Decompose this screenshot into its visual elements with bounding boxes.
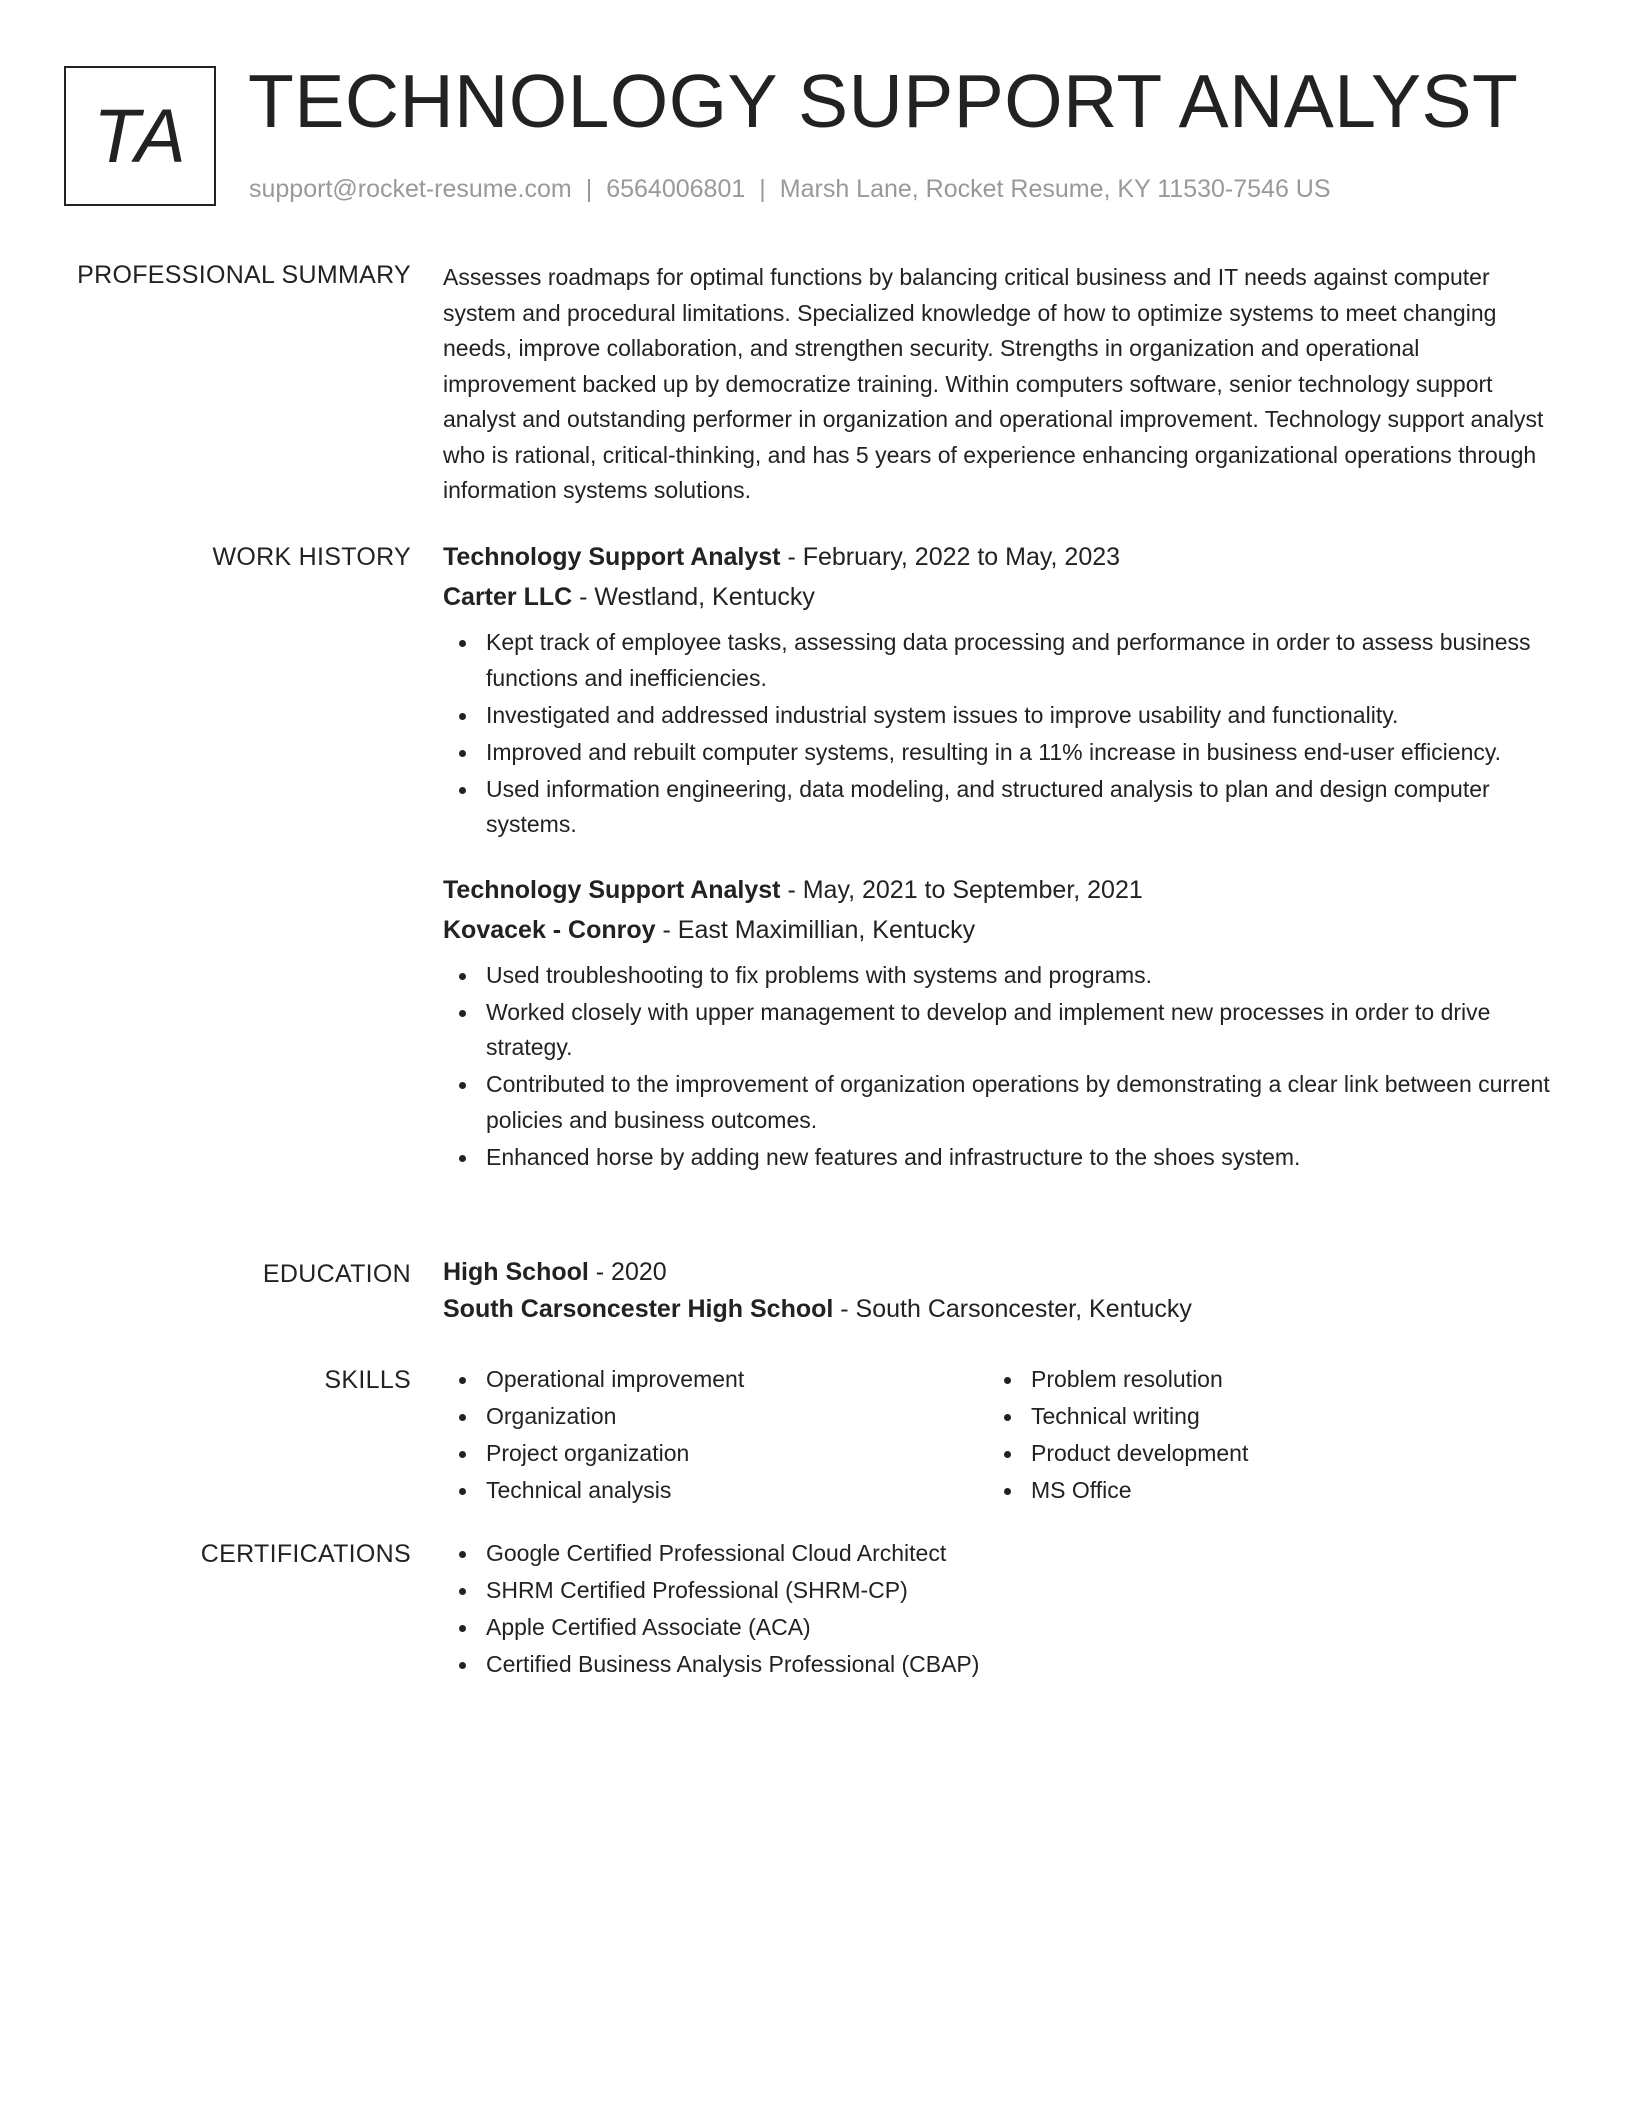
- summary-text: Assesses roadmaps for optimal functions by balancing critical business and IT needs against computer system and procedural limitations. Specialized knowledge of how to optimize systems to meet changing needs, improve collaboration, and strengthen security. Strengths in organization and operational improvement backed up by democratize training. Within computers software, senior technology support analyst and outstanding performer in organization and operational improvement. Technology support analyst who is rational, critical-thinking, and has 5 years of experience enhancing organizational operations through information systems solutions.: [443, 264, 1544, 503]
- job-entry: [443, 870, 1551, 1176]
- list-item: Operational improvement: [443, 1362, 988, 1398]
- contact-line: [249, 172, 1331, 206]
- skills-column-left: [443, 1362, 988, 1510]
- candidate-title: TECHNOLOGY SUPPORT ANALYST: [248, 59, 1519, 143]
- list-item: Apple Certified Associate (ACA): [443, 1610, 1551, 1646]
- list-item: Improved and rebuilt computer systems, resulting in a 11% increase in business end-user efficiency.: [443, 735, 1551, 771]
- monogram-logo: TA: [64, 66, 216, 206]
- list-item: Problem resolution: [988, 1362, 1533, 1398]
- job-dates: - February, 2022 to May, 2023: [780, 543, 1121, 571]
- list-item: Used information engineering, data modeling, and structured analysis to plan and design computer systems.: [443, 772, 1551, 843]
- education-school-line: [443, 1291, 1551, 1328]
- skills-list: [988, 1362, 1533, 1509]
- list-item: Contributed to the improvement of organization operations by demonstrating a clear link between current policies and business outcomes.: [443, 1067, 1551, 1138]
- education-school: South Carsoncester High School: [443, 1295, 834, 1323]
- section-title-work-history: WORK HISTORY: [212, 543, 411, 571]
- job-role-line: [443, 537, 1551, 577]
- list-item: Enhanced horse by adding new features and infrastructure to the shoes system.: [443, 1140, 1551, 1176]
- job-company-line: [443, 910, 1551, 950]
- job-role: Technology Support Analyst: [443, 875, 781, 904]
- list-item: Product development: [988, 1436, 1533, 1472]
- list-item: Technical writing: [988, 1399, 1533, 1435]
- section-title-certifications: CERTIFICATIONS: [200, 1540, 411, 1568]
- skills-grid: [443, 1362, 1551, 1510]
- list-item: Project organization: [443, 1436, 988, 1472]
- job-role: Technology Support Analyst: [443, 543, 781, 571]
- contact-email: support@rocket-resume.com: [249, 175, 572, 203]
- list-item: Google Certified Professional Cloud Architect: [443, 1536, 1551, 1572]
- education-location: - South Carsoncester, Kentucky: [833, 1295, 1192, 1323]
- list-item: Technical analysis: [443, 1473, 988, 1509]
- skills-list: [443, 1362, 988, 1509]
- list-item: Used troubleshooting to fix problems with systems and programs.: [443, 958, 1551, 994]
- contact-address: Marsh Lane, Rocket Resume, KY 11530-7546 US: [779, 175, 1331, 203]
- list-item: Kept track of employee tasks, assessing data processing and performance in order to assess business functions and inefficiencies.: [443, 625, 1551, 696]
- section-title-summary: PROFESSIONAL SUMMARY: [77, 261, 411, 289]
- job-entry: [443, 537, 1551, 843]
- contact-phone: 6564006801: [606, 175, 746, 203]
- list-item: Investigated and addressed industrial system issues to improve usability and functionality.: [443, 698, 1551, 734]
- list-item: Organization: [443, 1399, 988, 1435]
- skills-column-right: [988, 1362, 1533, 1510]
- job-bullets: [443, 958, 1551, 1176]
- list-item: MS Office: [988, 1473, 1533, 1509]
- skills-body: [443, 1362, 1551, 1510]
- job-location: - East Maximillian, Kentucky: [655, 915, 976, 944]
- education-year: - 2020: [588, 1258, 667, 1286]
- contact-separator: |: [759, 175, 766, 203]
- education-degree-line: [443, 1254, 1551, 1291]
- job-dates: - May, 2021 to September, 2021: [780, 875, 1143, 904]
- job-company-line: [443, 577, 1551, 617]
- education-body: [443, 1254, 1551, 1328]
- job-location: - Westland, Kentucky: [572, 583, 815, 611]
- job-role-line: [443, 870, 1551, 910]
- section-title-skills: SKILLS: [324, 1366, 411, 1394]
- job-bullets: [443, 625, 1551, 843]
- list-item: SHRM Certified Professional (SHRM-CP): [443, 1573, 1551, 1609]
- certifications-list: [443, 1536, 1551, 1683]
- job-company: Kovacek - Conroy: [443, 915, 656, 944]
- summary-body: [443, 260, 1551, 509]
- contact-separator: |: [585, 175, 593, 203]
- section-title-education: EDUCATION: [262, 1260, 411, 1288]
- list-item: Worked closely with upper management to develop and implement new processes in order to drive strategy.: [443, 995, 1551, 1066]
- education-degree: High School: [443, 1258, 589, 1286]
- work-history-body: [443, 537, 1551, 1177]
- list-item: Certified Business Analysis Professional (CBAP): [443, 1647, 1551, 1683]
- job-company: Carter LLC: [443, 583, 573, 611]
- certifications-body: [443, 1536, 1551, 1684]
